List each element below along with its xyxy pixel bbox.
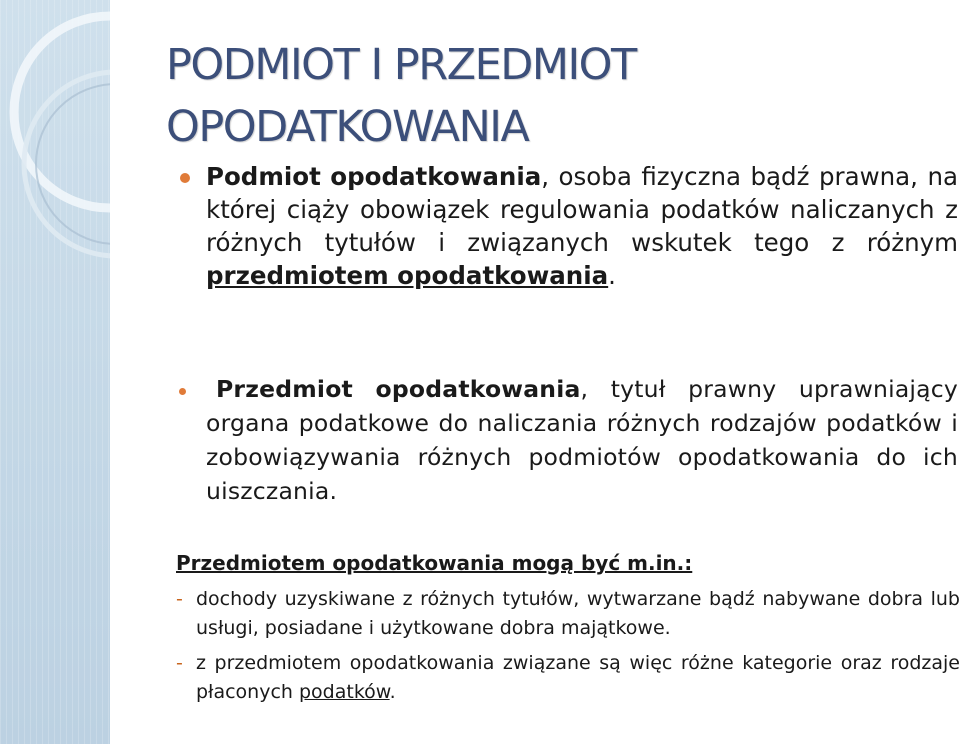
- list-item: [176, 585, 960, 643]
- period: .: [389, 681, 396, 703]
- decorative-side-band: [0, 0, 110, 744]
- slide-title: PODMIOT I PRZEDMIOT OPODATKOWANIA: [166, 40, 636, 152]
- term-przedmiot: Przedmiot: [216, 375, 353, 403]
- podmiot-definition: , osoba fizyczna bądź prawna, na której ciąży obowiązek regulowania podatków naliczanych z różnych tytułów i związanych wskutek tego z różnym: [206, 162, 958, 257]
- przedmiot-definition: , tytuł prawny uprawniający organa podatkowe do naliczania różnych rodzajów podatków i zobowiązywania różnych podmiotów opodatkowania do ich uiszczania.: [206, 375, 958, 505]
- term-opodatkowania: opodatkowania: [330, 162, 542, 191]
- bullet-icon: [179, 388, 186, 395]
- list-item-text: z przedmiotem opodatkowania związane są więc różne kategorie oraz rodzaje płaconych: [196, 652, 960, 703]
- dash-marker: -: [176, 588, 183, 610]
- list-item-text: dochody uzyskiwane z różnych tytułów, wytwarzane bądź nabywane dobra lub usługi, posiadane i użytkowane dobra majątkowe.: [196, 588, 960, 639]
- bullet-icon: [180, 173, 190, 183]
- przedmiot-link[interactable]: przedmiotem opodatkowania: [206, 261, 609, 290]
- dash-marker: -: [176, 652, 183, 674]
- examples-list: [176, 585, 960, 707]
- podmiot-paragraph: [206, 160, 958, 292]
- period: .: [608, 261, 616, 290]
- podatkow-link[interactable]: podatków: [299, 681, 390, 703]
- decorative-rings: [0, 0, 110, 744]
- subheading: Przedmiotem opodatkowania mogą być m.in.:: [176, 551, 693, 575]
- term-podmiot: Podmiot: [206, 162, 321, 191]
- list-item: [176, 649, 960, 707]
- przedmiot-paragraph: [206, 372, 958, 508]
- term-opodatkowania: opodatkowania: [375, 375, 581, 403]
